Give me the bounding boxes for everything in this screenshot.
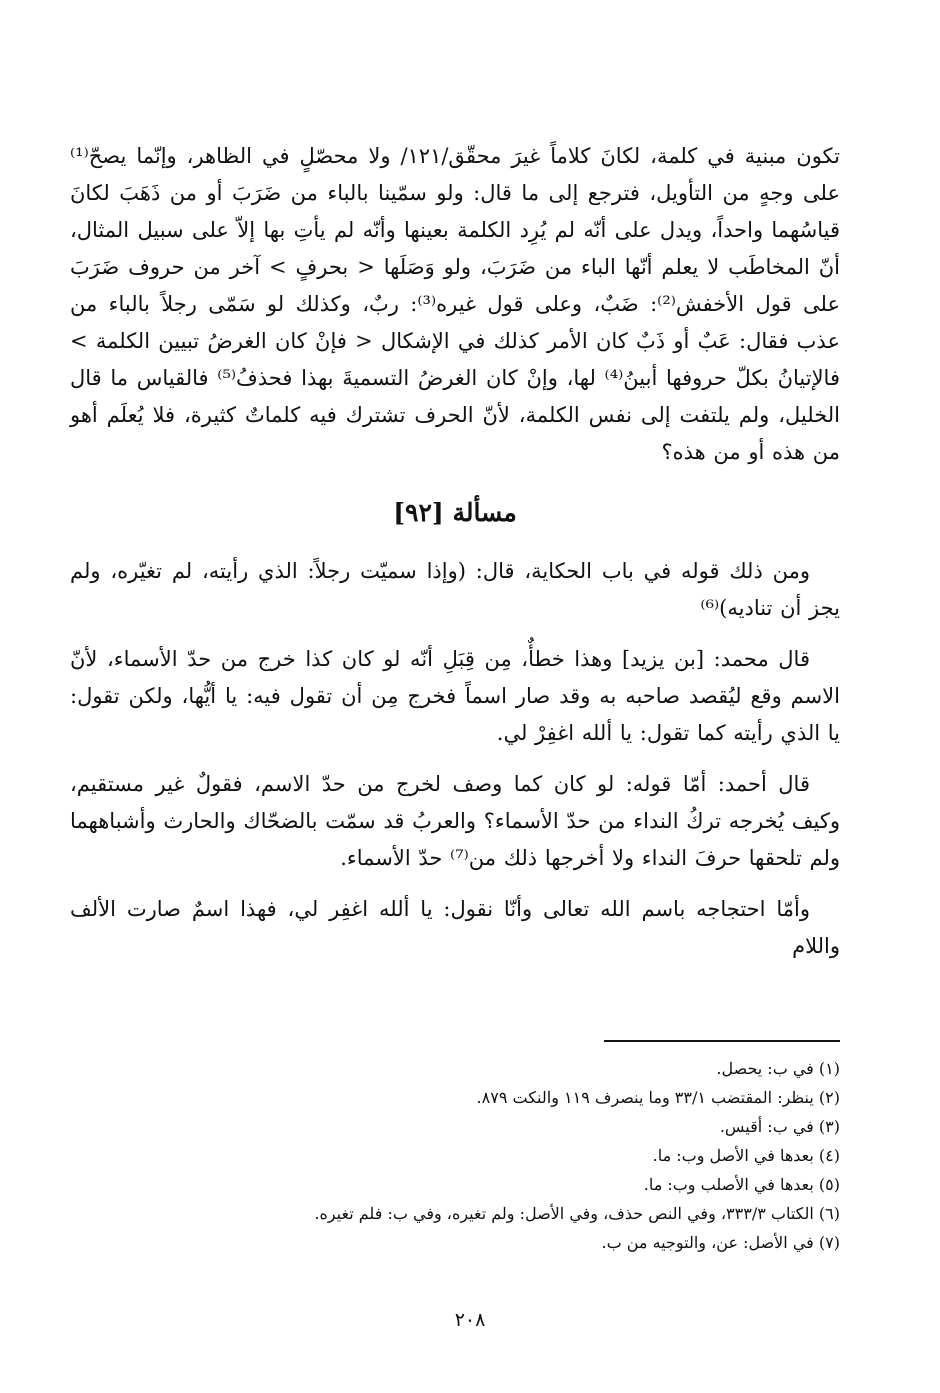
body-paragraph-3: قال محمد: [بن يزيد] وهذا خطأٌ، مِن قِبَلِ أنّه لو كان كذا خرج من حدّ الأسماء، لأنّ الاسم وقع ليُقصد صاحبه به وقد صار اسماً فخرج مِن أن تقول فيه: يا أيُّها، ولكن تقول: يا الذي رأيته كما تقول: يا ألله اغفِرْ لي.	[70, 647, 840, 745]
page-body	[70, 138, 840, 965]
footnote-1: (١) في ب: يحصل.	[716, 1059, 840, 1078]
heading-number: [٩٢]	[393, 498, 444, 527]
footnote-4: (٤) بعدها في الأصل وب: ما.	[652, 1146, 840, 1165]
body-paragraph-4: قال أحمد: أمّا قوله: لو كان كما وصف لخرج من حدّ الاسم، فقولٌ غير مستقيم، وكيف يُخرجه تركُ النداء من حدّ الأسماء؟ والعربُ قد سمّت بالضحّاك والحارث وأشباههما ولم تلحقها حرفَ النداء ولا أخرجها ذلك من⁽⁷⁾ حدّ الأسماء.	[70, 772, 840, 870]
footnote-2: (٢) ينظر: المقتضب ٣٣/١ وما ينصرف ١١٩ والنكت ٨٧٩.	[476, 1088, 840, 1107]
section-heading	[70, 493, 840, 533]
footnotes	[70, 1054, 840, 1257]
footnote-7: (٧) في الأصل: عن، والتوجيه من ب.	[601, 1233, 840, 1252]
footnote-divider	[604, 1040, 840, 1042]
body-paragraph-5: وأمّا احتجاجه باسم الله تعالى وأنّا نقول: يا ألله اغفِر لي، فهذا اسمٌ صارت الألف واللام	[70, 897, 840, 958]
footnote-5: (٥) بعدها في الأصلب وب: ما.	[643, 1175, 840, 1194]
footnote-6: (٦) الكتاب ٣٣٣/٣، وفي النص حذف، وفي الأصل: ولم تغيره، وفي ب: فلم تغيره.	[314, 1204, 840, 1223]
heading-word: مسألة	[452, 498, 517, 527]
footnote-3: (٣) في ب: أقيس.	[719, 1117, 840, 1136]
body-paragraph-2: ومن ذلك قوله في باب الحكاية، قال: (وإذا سميّت رجلاً: الذي رأيته، لم تغيّره، ولم يجز أن تناديه)⁽⁶⁾	[70, 559, 840, 620]
body-paragraph-1: تكون مبنية في كلمة، لكانَ كلاماً غيرَ محقّق/١٢١/ ولا محصّلٍ في الظاهر، وإنّما يصحّ⁽¹⁾ على وجهٍ من التأويل، فترجع إلى ما قال: ولو سمّينا بالباء من ضَرَبَ أو من ذَهَبَ لكانَ قياسُهما واحداً، ويدل على أنّه لم يُرِد الكلمة بعينها وأنّه لم يأتِ بها إلاّ على سبيل المثال، أنّ المخاطَب لا يعلم أنّها الباء من ضَرَبَ، ولو وَصَلَها < بحرفٍ > آخر من حروف ضَرَبَ على قول الأخفش⁽²⁾: ضَبٌ، وعلى قول غيره⁽³⁾: ربٌ، وكذلك لو سَمّى رجلاً بالباء من عذب فقال: عَبٌ أو ذَبٌ كان الأمر كذلك في الإشكال < فإنْ كان الغرضُ تبيين الكلمة > فالإتيانُ بكلّ حروفها أبينُ⁽⁴⁾ لها، وإنْ كان الغرضُ التسميةَ بهذا فحذفُ⁽⁵⁾ فالقياس ما قال الخليل، ولم يلتفت إلى نفس الكلمة، لأنّ الحرف تشترك فيه كلماتٌ كثيرة، فلا يُعلَم أهو من هذه أو من هذه؟	[70, 144, 840, 464]
page-number: ٢٠٨	[454, 1309, 486, 1331]
